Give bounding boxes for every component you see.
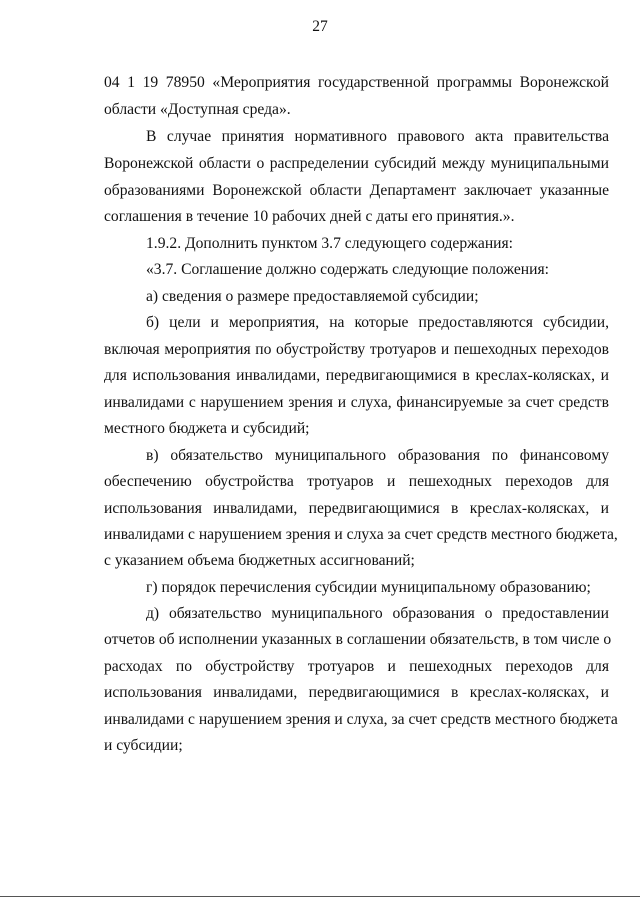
- text-line: 04 1 19 78950 «Мероприятия государственной программы Воронежской: [104, 74, 609, 91]
- text-line: 1.9.2. Дополнить пунктом 3.7 следующего содержания:: [146, 235, 514, 252]
- text-line: использования инвалидами, передвигающимися в креслах-колясках, и: [104, 684, 609, 701]
- text-line: а) сведения о размере предоставляемой субсидии;: [146, 288, 479, 305]
- text-line: для использования инвалидами, передвигающимися в креслах-колясках, и: [104, 367, 609, 384]
- text-line: расходах по обустройству тротуаров и пешеходных переходов для: [104, 658, 609, 675]
- text-line: и субсидии;: [104, 737, 183, 754]
- text-line: Воронежской области о распределении субсидий между муниципальными: [104, 155, 609, 172]
- text-line: соглашения в течение 10 рабочих дней с даты его принятия.».: [104, 208, 515, 225]
- text-line: с указанием объема бюджетных ассигнований;: [104, 552, 415, 569]
- text-line: образованиями Воронежской области Департамент заключает указанные: [104, 182, 609, 199]
- text-line: использования инвалидами, передвигающимися в креслах-колясках, и: [104, 500, 609, 517]
- text-line: г) порядок перечисления субсидии муниципальному образованию;: [146, 579, 591, 596]
- text-line: В случае принятия нормативного правового акта правительства: [146, 128, 609, 145]
- text-line: отчетов об исполнении указанных в соглашении обязательств, в том числе о: [104, 631, 612, 648]
- text-line: в) обязательство муниципального образования по финансовому: [146, 447, 609, 464]
- text-line: б) цели и мероприятия, на которые предоставляются субсидии,: [146, 314, 609, 331]
- text-line: инвалидами с нарушением зрения и слуха, за счет средств местного бюджета: [104, 711, 618, 728]
- text-line: местного бюджета и субсидий;: [104, 420, 310, 437]
- page-number: 27: [312, 18, 328, 35]
- text-line: «3.7. Соглашение должно содержать следующие положения:: [146, 261, 549, 278]
- text-line: включая мероприятия по обустройству тротуаров и пешеходных переходов: [104, 341, 609, 358]
- text-line: области «Доступная среда».: [104, 101, 291, 118]
- text-line: инвалидами с нарушением зрения и слуха за счет средств местного бюджета,: [104, 526, 618, 543]
- bottom-divider: [0, 896, 640, 897]
- text-line: обеспечению обустройства тротуаров и пешеходных переходов для: [104, 473, 609, 490]
- text-line: д) обязательство муниципального образования о предоставлении: [146, 605, 609, 622]
- text-line: инвалидами с нарушением зрения и слуха, финансируемые за счет средств: [104, 394, 609, 411]
